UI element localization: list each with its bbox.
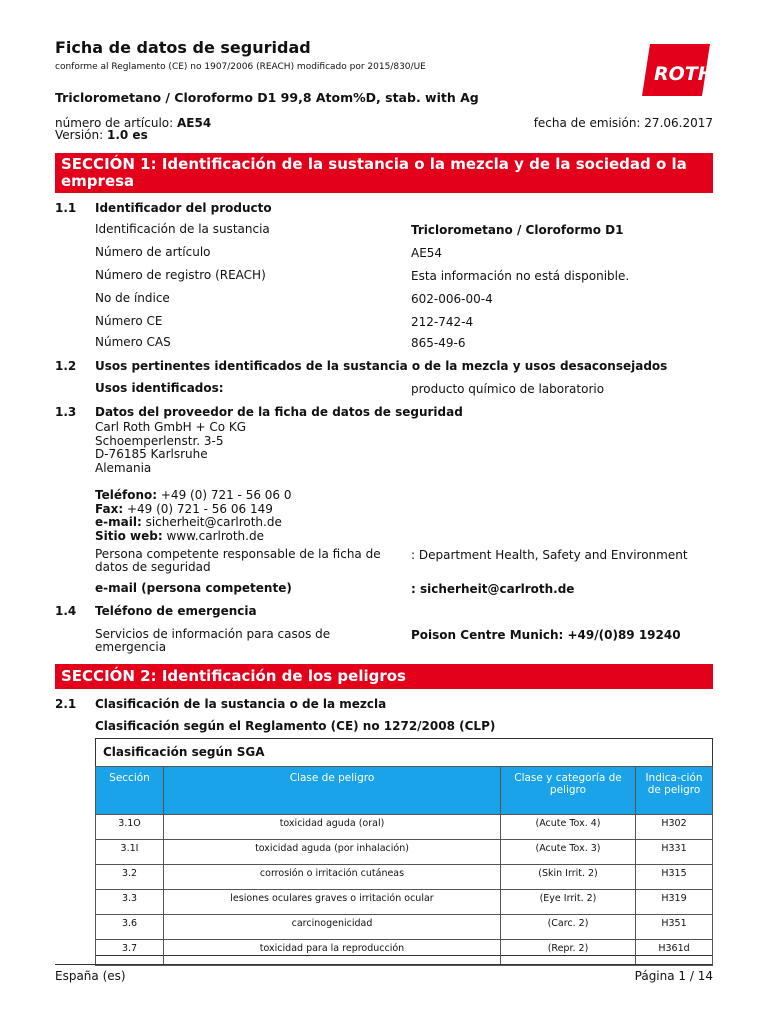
table-cell: (Skin Irrit. 2): [501, 865, 636, 890]
column-header: Clase de peligro: [164, 767, 501, 815]
supplier-address: [95, 421, 246, 475]
table-cell: H315: [636, 865, 713, 890]
address-line: Alemania: [95, 460, 152, 475]
subsection-number: 1.2: [55, 359, 77, 373]
table-cell: H319: [636, 890, 713, 915]
field-value: Esta información no está disponible.: [411, 269, 630, 283]
logo-text: ROTH: [654, 63, 714, 85]
fax-line: [95, 503, 292, 517]
version: [55, 128, 148, 142]
table-cell: toxicidad aguda (oral): [164, 815, 501, 840]
table-row: [96, 815, 713, 840]
article-value: AE54: [177, 116, 212, 130]
table-cell: (Repr. 2): [501, 940, 636, 966]
table-cell: H351: [636, 915, 713, 940]
table-cell: (Carc. 2): [501, 915, 636, 940]
table-cell: corrosión o irritación cutáneas: [164, 865, 501, 890]
field-value: Triclorometano / Cloroformo D1: [411, 223, 624, 237]
version-label: Versión:: [55, 128, 104, 142]
classification-subheading: Clasificación según el Reglamento (CE) no 1272/2008 (CLP): [95, 719, 496, 733]
table-cell: H302: [636, 815, 713, 840]
footer-divider: [55, 964, 713, 965]
fax-label: Fax:: [95, 501, 124, 516]
competent-email-value[interactable]: : sicherheit@carlroth.de: [411, 582, 575, 596]
web-line: [95, 530, 292, 544]
subsection-heading: Datos del proveedor de la ficha de datos de seguridad: [95, 405, 463, 419]
table-cell: lesiones oculares graves o irritación ocular: [164, 890, 501, 915]
table-cell: 3.1O: [96, 815, 164, 840]
article-label: número de artículo:: [55, 116, 174, 130]
email-line: [95, 516, 292, 530]
field-label: Número CE: [95, 314, 163, 328]
table-cell: 3.2: [96, 865, 164, 890]
ghs-table-title: Clasificación según SGA: [103, 745, 265, 759]
address-line: Carl Roth GmbH + Co KG: [95, 420, 247, 434]
field-label: Usos identificados:: [95, 381, 224, 395]
competent-person-value: : Department Health, Safety and Environment: [411, 548, 688, 562]
table-cell: toxicidad para la reproducción: [164, 940, 501, 966]
table-row: [96, 915, 713, 940]
subsection-heading: Identificador del producto: [95, 201, 272, 215]
field-value: 865-49-6: [411, 336, 466, 350]
phone-line: [95, 489, 292, 503]
table-cell: toxicidad aguda (por inhalación): [164, 840, 501, 865]
emergency-label: Servicios de información para casos de emergencia: [95, 627, 331, 654]
version-value: 1.0 es: [107, 128, 148, 142]
competent-email-label: e-mail (persona competente): [95, 581, 292, 595]
issue-date: fecha de emisión: 27.06.2017: [533, 116, 713, 130]
supplier-contact: [95, 489, 292, 543]
table-cell: (Eye Irrit. 2): [501, 890, 636, 915]
logo-small-text: CARL: [638, 58, 644, 72]
email-label: e-mail:: [95, 515, 142, 529]
email-link[interactable]: sicherheit@carlroth.de: [145, 515, 282, 529]
section-1-title: SECCIÓN 1: Identificación de la sustancia o la mezcla y de la sociedad o la empresa: [55, 153, 713, 193]
field-value: AE54: [411, 246, 443, 260]
table-cell: H361d: [636, 940, 713, 966]
document-subtitle: conforme al Reglamento (CE) no 1907/2006 (REACH) modificado por 2015/830/UE: [55, 62, 426, 72]
fax-value: +49 (0) 721 - 56 06 149: [126, 501, 273, 516]
field-label: No de índice: [95, 291, 170, 305]
subsection-heading: Usos pertinentes identificados de la sustancia o de la mezcla y usos desaconsejados: [95, 359, 668, 373]
subsection-number: 1.3: [55, 405, 77, 419]
table-row: [96, 940, 713, 966]
phone-value: +49 (0) 721 - 56 06 0: [160, 488, 292, 502]
website-link[interactable]: www.carlroth.de: [166, 528, 264, 543]
field-value: 602-006-00-4: [411, 292, 493, 306]
page-number: Página 1 / 14: [634, 969, 713, 983]
logo-registered: ®: [704, 43, 710, 50]
field-label: Número de artículo: [95, 245, 211, 259]
phone-label: Teléfono:: [95, 488, 158, 502]
table-cell: carcinogenicidad: [164, 915, 501, 940]
competent-person-label: Persona competente responsable de la ficha de datos de seguridad: [95, 547, 381, 574]
field-value: producto químico de laboratorio: [411, 382, 605, 396]
carl-roth-logo: [640, 40, 712, 98]
subsection-heading: Clasificación de la sustancia o de la mezcla: [95, 697, 387, 711]
table-cell: 3.3: [96, 890, 164, 915]
ghs-classification-table: [95, 766, 713, 966]
table-cell: (Acute Tox. 3): [501, 840, 636, 865]
document-title: Ficha de datos de seguridad: [55, 38, 311, 57]
web-label: Sitio web:: [95, 528, 163, 543]
emergency-value: Poison Centre Munich: +49/(0)89 19240: [411, 628, 681, 642]
column-header: Clase y categoría de peligro: [501, 767, 636, 815]
table-cell: H331: [636, 840, 713, 865]
footer-locale: España (es): [55, 969, 126, 983]
address-line: Schoemperlenstr. 3-5: [95, 433, 224, 448]
field-label: Identificación de la sustancia: [95, 222, 270, 236]
product-name: Triclorometano / Cloroformo D1 99,8 Atom%D, stab. with Ag: [55, 90, 479, 105]
table-cell: 3.7: [96, 940, 164, 966]
table-header-row: [96, 767, 713, 815]
section-2-title: SECCIÓN 2: Identificación de los peligros: [55, 664, 713, 689]
subsection-heading: Teléfono de emergencia: [95, 604, 257, 618]
column-header: Indica-ción de peligro: [636, 767, 713, 815]
table-cell: 3.6: [96, 915, 164, 940]
field-label: Número de registro (REACH): [95, 268, 266, 282]
table-cell: 3.1I: [96, 840, 164, 865]
table-row: [96, 890, 713, 915]
field-label: Número CAS: [95, 335, 171, 349]
subsection-number: 1.4: [55, 604, 77, 618]
table-row: [96, 840, 713, 865]
field-value: 212-742-4: [411, 315, 474, 329]
table-row: [96, 865, 713, 890]
address-line: D-76185 Karlsruhe: [95, 447, 208, 461]
column-header: Sección: [96, 767, 164, 815]
subsection-number: 1.1: [55, 201, 77, 215]
table-cell: (Acute Tox. 4): [501, 815, 636, 840]
subsection-number: 2.1: [55, 697, 77, 711]
